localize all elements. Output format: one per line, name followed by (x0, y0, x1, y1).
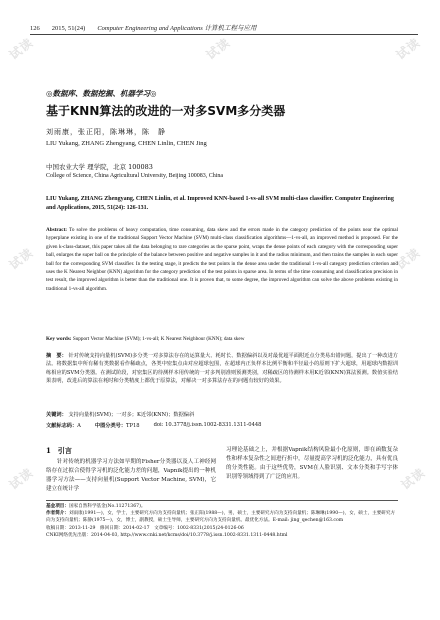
watermark: 试读 (6, 35, 36, 63)
watermark: 试读 (398, 465, 428, 493)
intro-left-column (46, 446, 216, 494)
abstract-en-text: To solve the problems of heavy computation, time consuming, data skew and the errors made in the category prediction of the points near the optimal hyperplane existing in one of the traditional Support Vector Machine (SVM) multi-class classification algorithms—1-vs-all, an improved method is proposed. For the given k-class-dataset, this paper takes all the data belonging to rare categories as the sparse point, wraps the dense points of each category with the corresponding super ball, enlarges the super ball on the principle of the balance between positive and negative samples in it and the radius minimum, and then trains the samples in each super ball for the corresponding SVM classifier. In the testing stage, it predicts the test points in the dense area under the traditional 1-vs-all category prediction criterion and uses the K Nearest Neighbor (KNN) algorithm for the category prediction of the test points in sparse area. In terms of the time consuming and classification precision in test result, the improved algorithm is better than the traditional one. It is proven that, to some degree, the improved algorithm can solve the above problems existing in traditional 1-vs-all algorithm. (46, 227, 399, 292)
doc-code: 文献标志码：A (46, 423, 81, 429)
clc-number: 中图分类号：TP18 (94, 423, 140, 429)
affiliation-en: College of Science, China Agricultural University, Beijing 100083, China (46, 173, 224, 179)
intro-right-column (226, 446, 398, 482)
section-heading: 1 引言 (46, 446, 72, 455)
received-note: 收稿日期：2013-11-29 修回日期：2014-02-17 文章编号：1002-8331(2015)24-0126-06 (46, 525, 244, 531)
watermark: 试读 (393, 245, 423, 273)
affiliation-cn: 中国农业大学 理学院，北京 100083 (46, 163, 153, 171)
watermark: 试读 (6, 245, 36, 273)
doi: doi: 10.3778/j.issn.1002-8331.1311-0448 (153, 422, 262, 428)
intro-paragraph: 针对传统的机器学习方法如早期的Fisher分类器以及人工神经网络存在过拟合使得学习机的泛化能力差的问题，Vapnik提出的一种机器学习方法——支持向量机(Support Vector Machine, SVM)，它建立在统计学 (46, 459, 216, 492)
watermark: 试读 (393, 35, 423, 63)
abstract-en (46, 226, 398, 293)
abstract-cn-text: 针对传统支持向量机(SVM)多分类一对多算法存在的运算量大、耗时长、数据偏斜以及对最优超平面附近点分类易出错问题，提出了一种改进方法。将数据集中所有稀有类数据看作稀疏点，各类中密集点由对应超球包围，在超球内正负样本比例平衡和半径最小的原则下扩大超球，用超球内数据训练相应的SVM分类器。在测试阶段，对密集区的待测样本用传统的一对多判别准则预测类别，对稀疏区的待测样本用K近邻(KNN)算法预测。数值实验结果表明，改进后的算法在耗时和分类精度上都优于原算法，对解决一对多算法存在的问题有较好的效果。 (46, 353, 398, 385)
page-number: 126 (30, 25, 40, 32)
keywords-en (46, 335, 398, 343)
authors-cn: 刘雨康，张正阳，陈琳琳，陈 静 (46, 128, 166, 136)
abstract-cn (46, 352, 398, 386)
watermark: 试读 (6, 465, 36, 493)
keywords-en-text: Support Vector Machine (SVM); 1-vs-all; K Nearest Neighbour (KNN); data skew (72, 336, 245, 342)
keywords-cn-label: 关键词： (46, 412, 67, 418)
keywords-cn (46, 411, 398, 418)
keywords-cn-text: 支持向量机(SVM)；一对多；K近邻(KNN)；数据偏斜 (68, 412, 195, 418)
cnki-note: CNKI网络优先出版：2014-04-03, http://www.cnki.net/kcms/doi/10.3778/j.issn.1002-8331.1311-0448.html (46, 532, 288, 538)
paper-title: 基于KNN算法的改进的一对多SVM多分类器 (46, 104, 286, 118)
journal-name: Computer Engineering and Applications 计算机工程与应用 (97, 25, 257, 32)
watermark: 试读 (203, 35, 233, 63)
document-info (46, 422, 398, 429)
abstract-cn-label: 摘 要： (46, 353, 67, 359)
citation: LIU Yukang, ZHANG Zhengyang, CHEN Linlin, et al. Improved KNN-based 1-vs-all SVM multi-class classifier. Computer Engineering and Applications, 2015, 51(24): 126-131. (46, 196, 394, 211)
fund-note: 基金项目：国家自然科学基金(No.11271367)。 (46, 504, 146, 509)
running-header (30, 18, 418, 35)
authors-en: LIU Yukang, ZHANG Zhengyang, CHEN Linlin, CHEN Jing (46, 140, 207, 147)
abstract-en-label: Abstract: (46, 227, 68, 233)
keywords-en-label: Key words: (46, 336, 72, 342)
issue-info: 2015, 51(24) (51, 25, 86, 32)
intro-paragraph-continued: 习理论基础之上，并根据Vapnik结构风险最小化原则，即在函数复杂性和样本复杂性之间进行折中，尽量提高学习机的泛化能力，具有优良的分类性能。由于这些优势，SVM在人脸识别、文本分类和手写字体识别等领域得到了广泛的应用。 (226, 447, 398, 480)
column-label: ◎数据库、数据挖掘、机器学习◎ (46, 89, 157, 98)
footnotes (46, 500, 398, 539)
author-note: 作者简介：刘雨康(1991—)，女，学士，主要研究方向为支持向量机；张正阳(1988—)，男，硕士，主要研究方向为支持向量机；陈琳琳(1990—)，女，硕士，主要研究方向为支持向量机；陈静(1975—)，女，博士，副教授，硕士生导师，主要研究方向为支持向量机、最优化方法。E-mail: jing_qechen@163.com (46, 511, 396, 524)
